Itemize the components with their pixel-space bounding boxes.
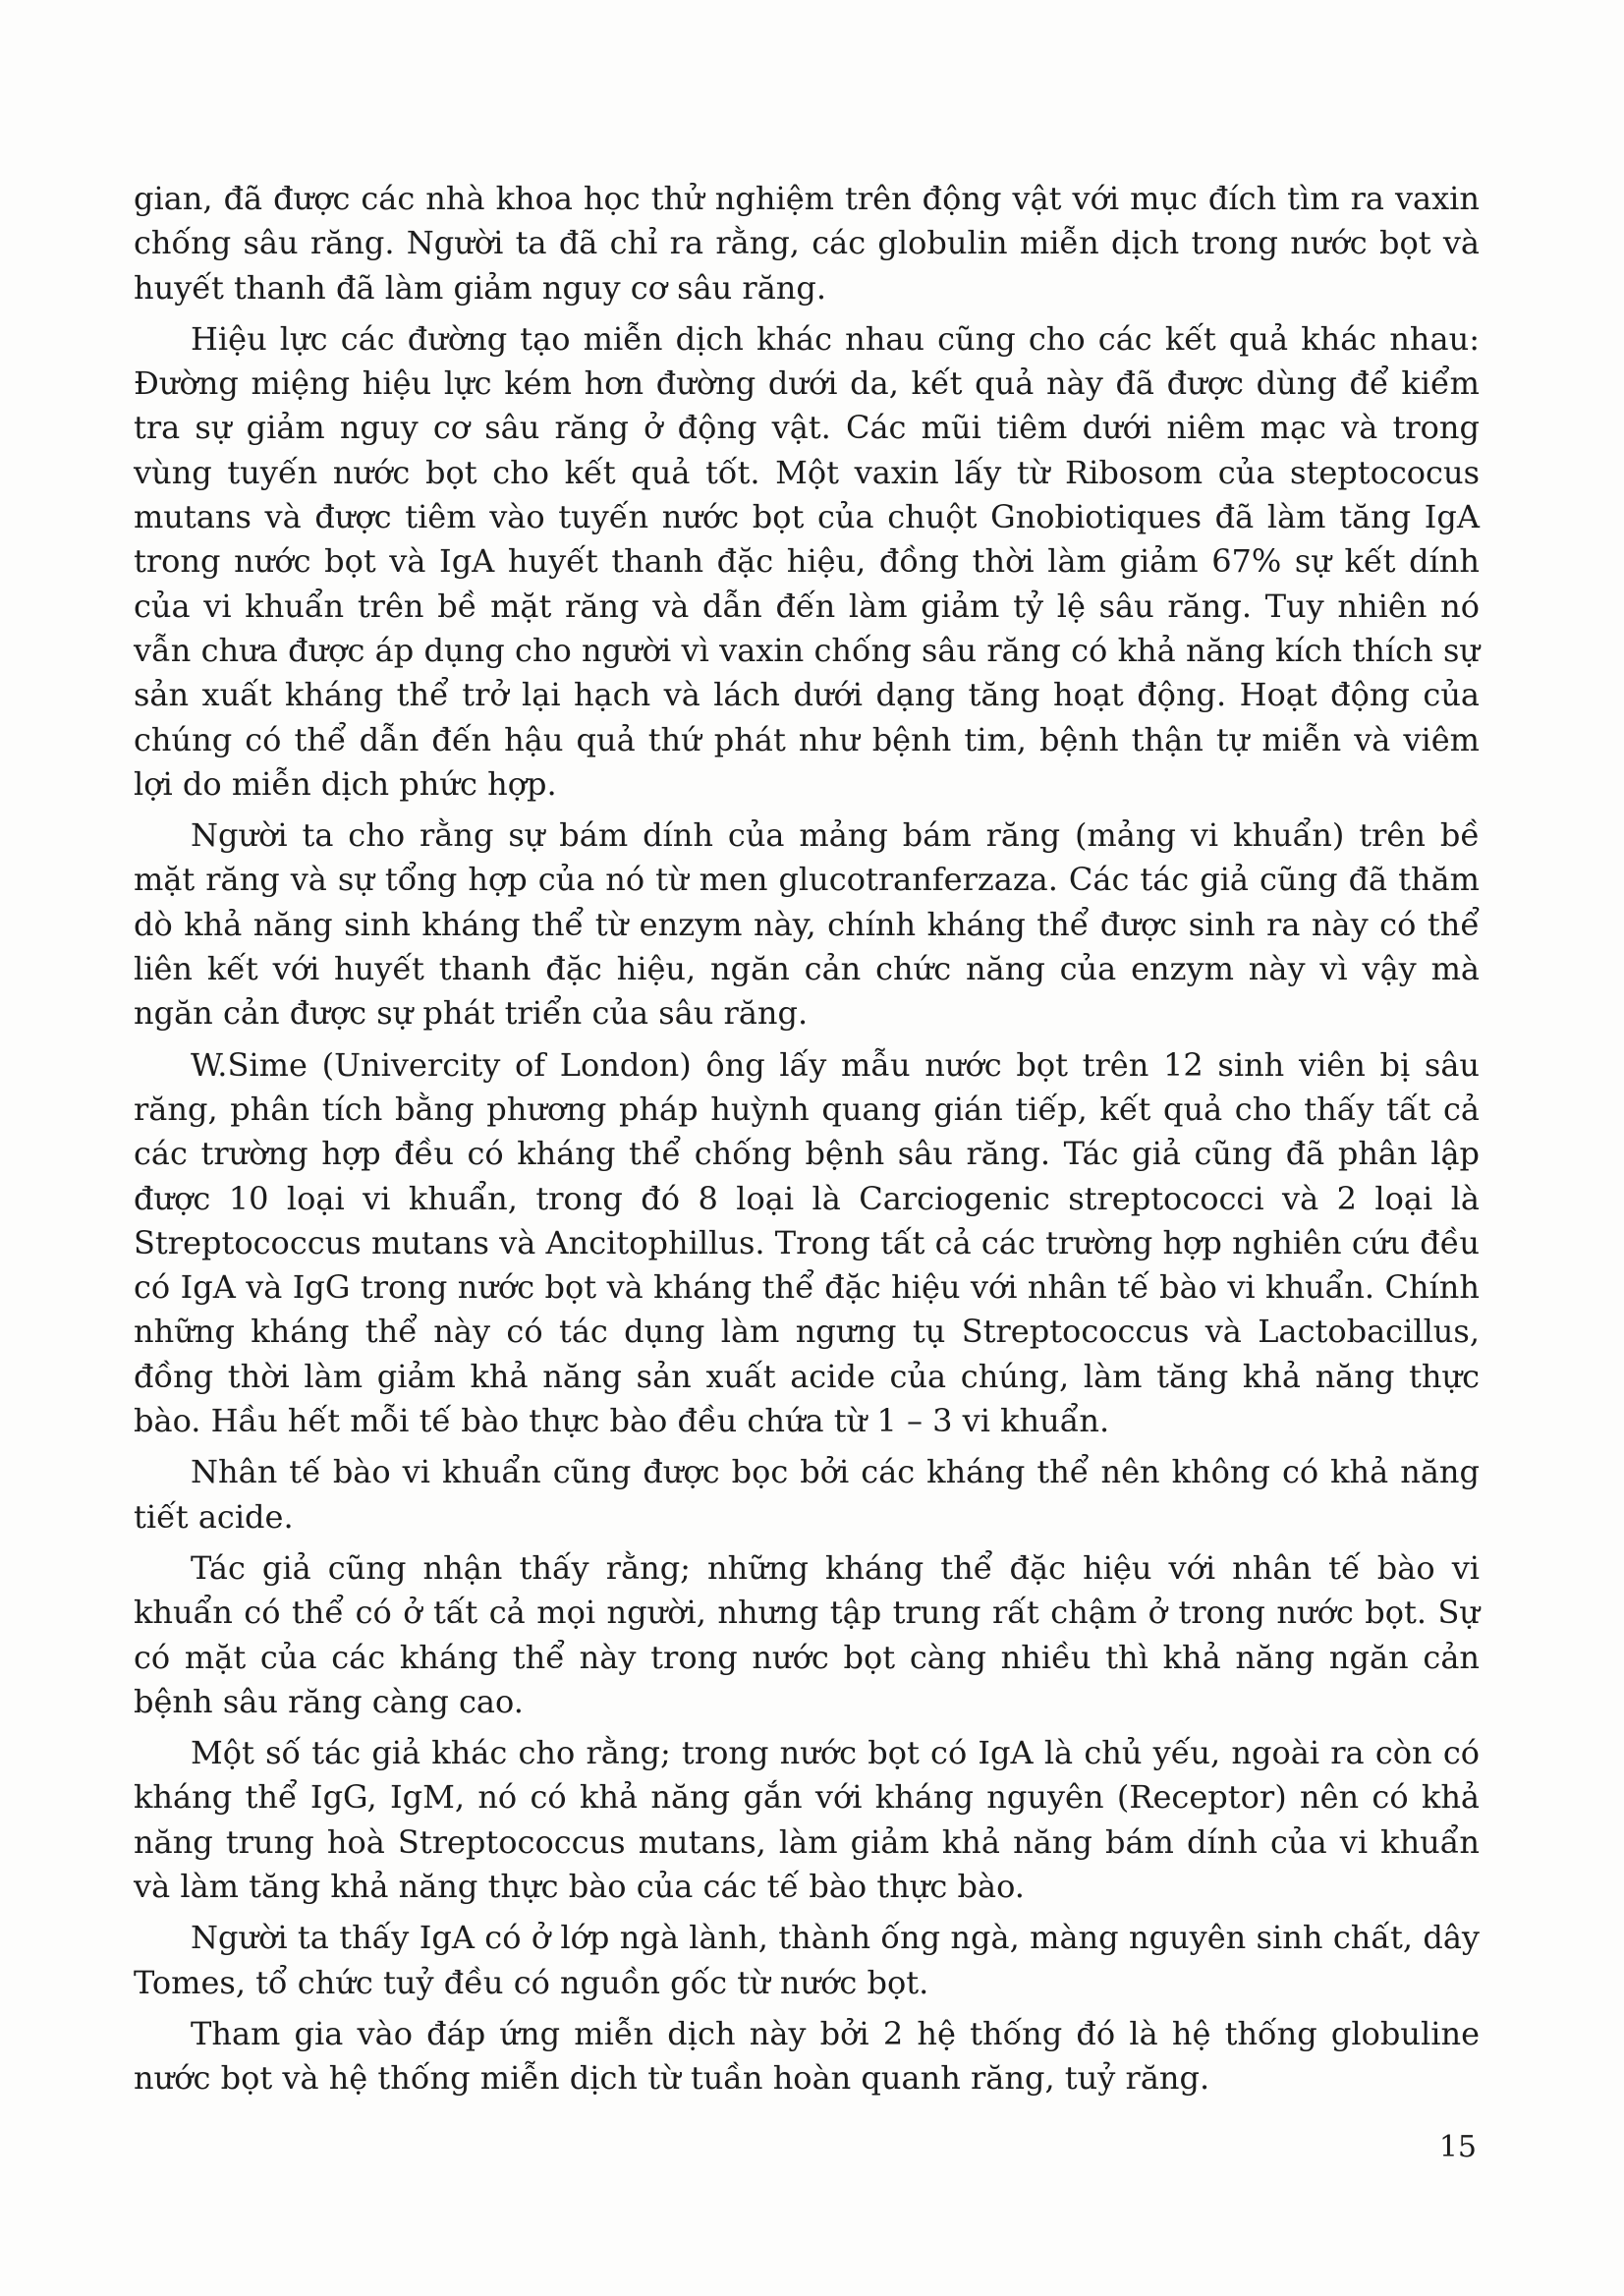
paragraph-iga-dentin: Người ta thấy IgA có ở lớp ngà lành, thành ống ngà, màng nguyên sinh chất, dây Tomes, tổ chức tuỷ đều có nguồn gốc từ nước bọt.	[134, 1919, 1480, 2001]
paragraph-immunization-routes: Hiệu lực các đường tạo miễn dịch khác nhau cũng cho các kết quả khác nhau: Đường miệng hiệu lực kém hơn đường dưới da, kết quả này đã được dùng để kiểm tra sự giảm nguy cơ sâu răng ở động vật. Các mũi tiêm dưới niêm mạc và trong vùng tuyến nước bọt cho kết quả tốt. Một vaxin lấy từ Ribosom của steptococus mutans và được tiêm vào tuyến nước bọt của chuột Gnobiotiques đã làm tăng IgA trong nước bọt và IgA huyết thanh đặc hiệu, đồng thời làm giảm 67% sự kết dính của vi khuẩn trên bề mặt răng và dẫn đến làm giảm tỷ lệ sâu răng. Tuy nhiên nó vẫn chưa được áp dụng cho người vì vaxin chống sâu răng có khả năng kích thích sự sản xuất kháng thể trở lại hạch và lách dưới dạng tăng hoạt động. Hoạt động của chúng có thể dẫn đến hậu quả thứ phát như bệnh tim, bệnh thận tự miễn và viêm lợi do miễn dịch phức hợp.	[134, 319, 1480, 803]
page-number: 15	[1438, 2130, 1477, 2164]
paragraph-sime-study: W.Sime (Univercity of London) ông lấy mẫu nước bọt trên 12 sinh viên bị sâu răng, phân tích bằng phương pháp huỳnh quang gián tiếp, kết quả cho thấy tất cả các trường hợp đều có kháng thể chống bệnh sâu răng. Tác giả cũng đã phân lập được 10 loại vi khuẩn, trong đó 8 loại là Carciogenic streptococci và 2 loại là Streptococcus mutans và Ancitophillus. Trong tất cả các trường hợp nghiên cứu đều có IgA và IgG trong nước bọt và kháng thể đặc hiệu với nhân tế bào vi khuẩn. Chính những kháng thể này có tác dụng làm ngưng tụ Streptococcus và Lactobacillus, đồng thời làm giảm khả năng sản xuất acide của chúng, làm tăng khả năng thực bào. Hầu hết mỗi tế bào thực bào đều chứa từ 1 – 3 vi khuẩn.	[134, 1045, 1480, 1440]
body-text	[134, 177, 1480, 2107]
paragraph-specific-antibodies: Tác giả cũng nhận thấy rằng; những kháng thể đặc hiệu với nhân tế bào vi khuẩn có thể có ở tất cả mọi người, nhưng tập trung rất chậm ở trong nước bọt. Sự có mặt của các kháng thể này trong nước bọt càng nhiều thì khả năng ngăn cản bệnh sâu răng càng cao.	[134, 1548, 1480, 1720]
paragraph-plaque-adhesion: Người ta cho rằng sự bám dính của mảng bám răng (mảng vi khuẩn) trên bề mặt răng và sự tổng hợp của nó từ men glucotranferzaza. Các tác giả cũng đã thăm dò khả năng sinh kháng thể từ enzym này, chính kháng thể được sinh ra này có thể liên kết với huyết thanh đặc hiệu, ngăn cản chức năng của enzym này vì vậy mà ngăn cản được sự phát triển của sâu răng.	[134, 816, 1480, 1033]
paragraph-bacterial-nucleus: Nhân tế bào vi khuẩn cũng được bọc bởi các kháng thể nên không có khả năng tiết acide.	[134, 1453, 1480, 1536]
paragraph-iga-saliva: Một số tác giả khác cho rằng; trong nước bọt có IgA là chủ yếu, ngoài ra còn có kháng thể IgG, IgM, nó có khả năng gắn với kháng nguyên (Receptor) nên có khả năng trung hoà Streptococcus mutans, làm giảm khả năng bám dính của vi khuẩn và làm tăng khả năng thực bào của các tế bào thực bào.	[134, 1734, 1480, 1905]
paragraph-continuation: gian, đã được các nhà khoa học thử nghiệm trên động vật với mục đích tìm ra vaxin chống sâu răng. Người ta đã chỉ ra rằng, các globulin miễn dịch trong nước bọt và huyết thanh đã làm giảm nguy cơ sâu răng.	[134, 180, 1480, 307]
paragraph-immune-systems: Tham gia vào đáp ứng miễn dịch này bởi 2 hệ thống đó là hệ thống globuline nước bọt và hệ thống miễn dịch từ tuần hoàn quanh răng, tuỷ răng.	[134, 2014, 1480, 2098]
